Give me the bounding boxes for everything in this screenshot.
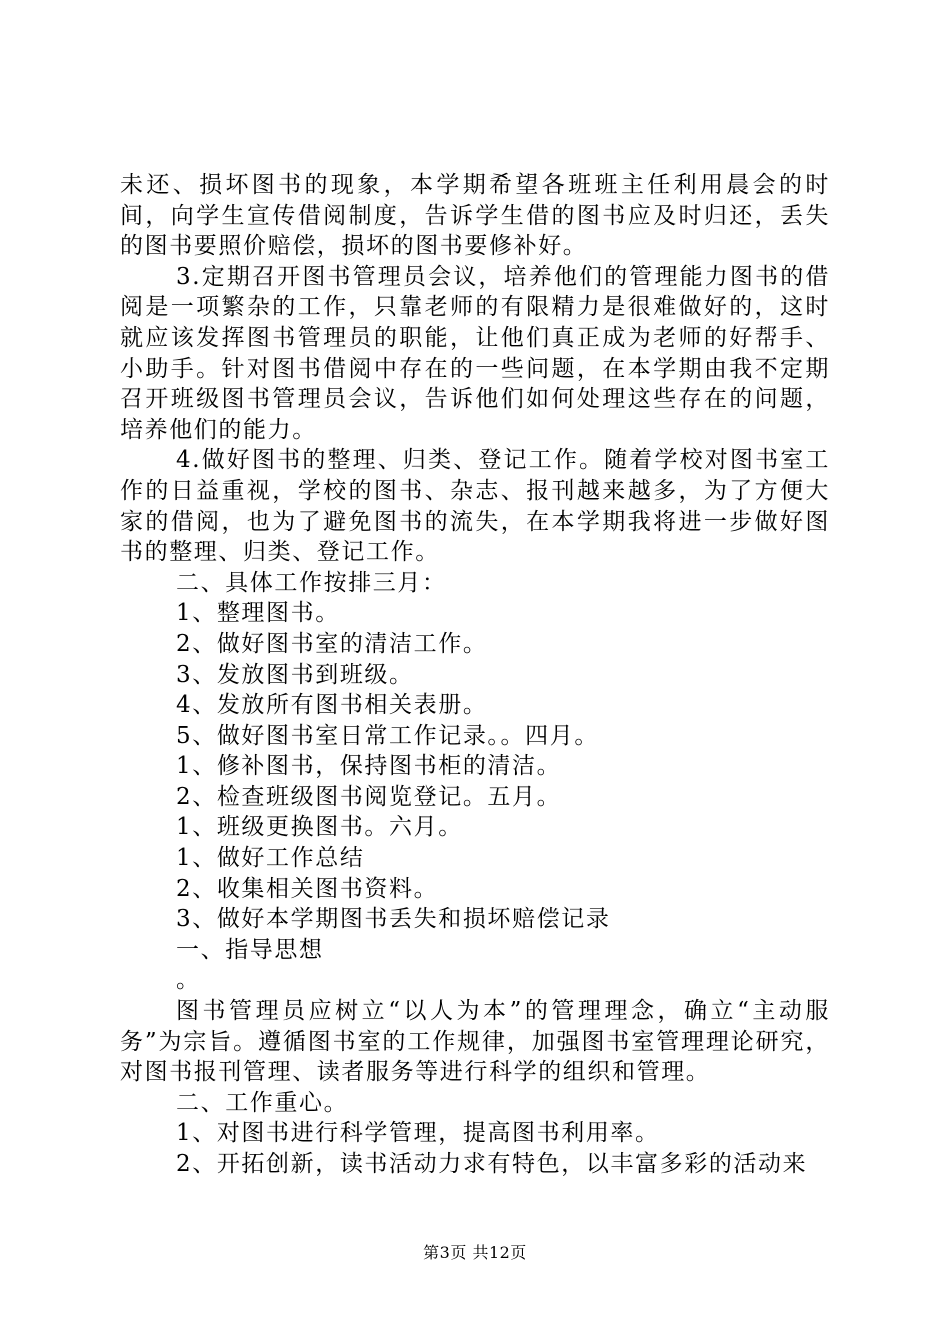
list-item: 2、开拓创新，读书活动力求有特色，以丰富多彩的活动来 bbox=[176, 1151, 808, 1177]
paragraph: 。 bbox=[176, 967, 201, 994]
paragraph: 未还、损坏图书的现象，本学期希望各班班主任利用晨会的时间，向学生宣传借阅制度，告诉学生借的图书应及时归还，丢失的图书要照价赔偿，损坏的图书要修补好。 bbox=[120, 172, 830, 260]
section-heading: 二、具体工作按排三月： bbox=[176, 569, 447, 596]
page-number-footer: 第3页 共12页 bbox=[423, 1243, 527, 1262]
list-item: 1、做好工作总结 bbox=[176, 845, 365, 872]
list-item: 2、收集相关图书资料。 bbox=[176, 875, 439, 902]
section-heading: 二、工作重心。 bbox=[176, 1089, 349, 1116]
document-body bbox=[120, 170, 830, 1180]
list-item: 2、做好图书室的清洁工作。 bbox=[176, 630, 488, 657]
list-item: 4、发放所有图书相关表册。 bbox=[176, 692, 488, 719]
list-item: 3、发放图书到班级。 bbox=[176, 661, 414, 688]
paragraph: 3.定期召开图书管理员会议，培养他们的管理能力图书的借阅是一项繁杂的工作，只靠老师的有限精力是很难做好的，这时就应该发挥图书管理员的职能，让他们真正成为老师的好帮手、小助手。针对图书借阅中存在的一些问题，在本学期由我不定期召开班级图书管理员会议，告诉他们如何处理这些存在的问题，培养他们的能力。 bbox=[120, 263, 830, 443]
paragraph: 4.做好图书的整理、归类、登记工作。随着学校对图书室工作的日益重视，学校的图书、杂志、报刊越来越多，为了方便大家的借阅，也为了避免图书的流失，在本学期我将进一步做好图书的整理、归类、登记工作。 bbox=[120, 447, 830, 566]
section-heading: 一、指导思想 bbox=[176, 936, 324, 963]
list-item: 1、班级更换图书。六月。 bbox=[176, 814, 463, 841]
list-item: 3、做好本学期图书丢失和损坏赔偿记录 bbox=[176, 906, 611, 933]
list-item: 1、整理图书。 bbox=[176, 600, 340, 627]
list-item: 1、修补图书，保持图书柜的清洁。 bbox=[176, 753, 562, 780]
paragraph: 图书管理员应树立“以人为本”的管理理念，确立“主动服务”为宗旨。遵循图书室的工作规律，加强图书室管理理论研究，对图书报刊管理、读者服务等进行科学的组织和管理。 bbox=[120, 998, 830, 1086]
list-item: 2、检查班级图书阅览登记。五月。 bbox=[176, 783, 562, 810]
list-item: 1、对图书进行科学管理，提高图书利用率。 bbox=[176, 1120, 660, 1147]
list-item: 5、做好图书室日常工作记录。。四月。 bbox=[176, 722, 599, 749]
